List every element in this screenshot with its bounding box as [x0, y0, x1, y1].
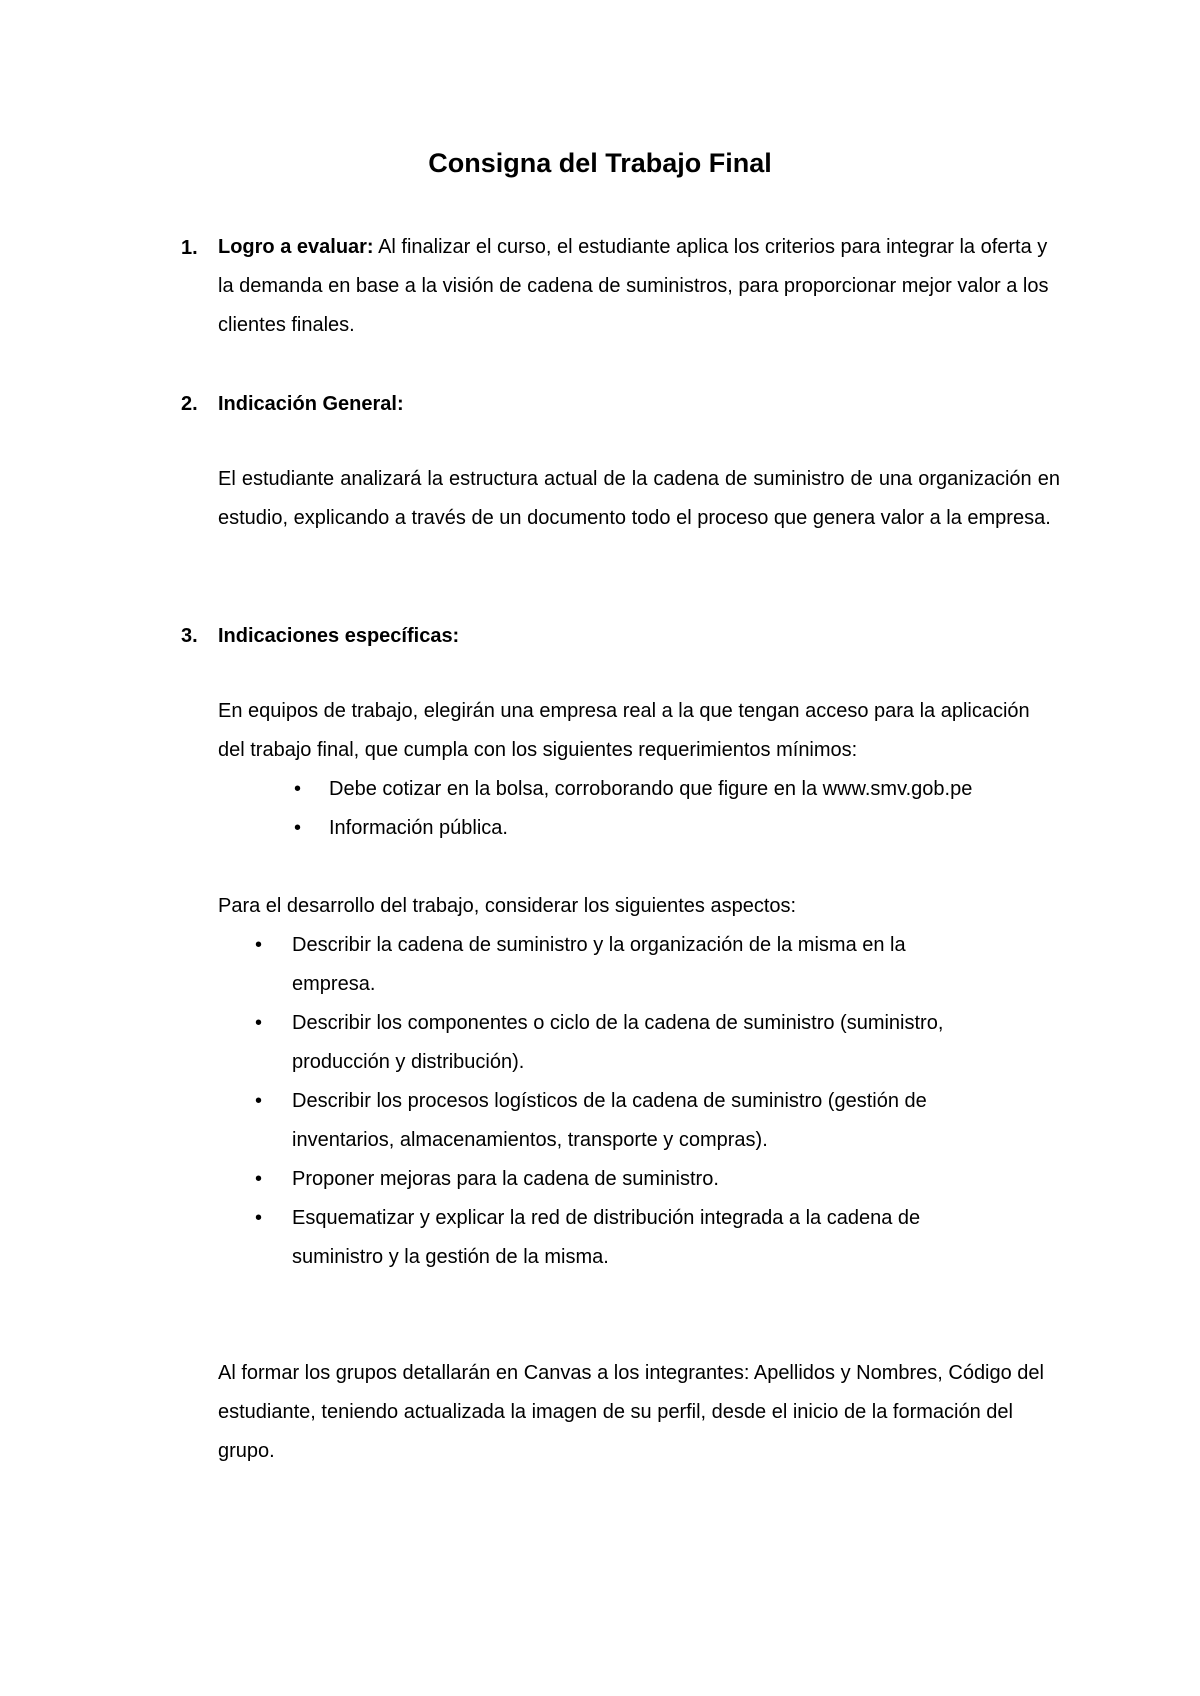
section-3-number: 3. — [181, 625, 198, 647]
list-bullet: • — [255, 1090, 263, 1112]
list-bullet: • — [255, 1168, 263, 1190]
section-2-number: 2. — [181, 393, 198, 415]
aspect-item: Esquematizar y explicar la red de distribución integrada a la cadena de suministro y la gestión de la misma. — [292, 1207, 921, 1268]
aspect-item: Describir los componentes o ciclo de la cadena de suministro (suministro, producción y distribución). — [292, 1012, 944, 1073]
requirement-item: Debe cotizar en la bolsa, corroborando que figure en la www.smv.gob.pe — [329, 778, 973, 800]
section-1-number: 1. — [181, 237, 198, 259]
aspects-intro: Para el desarrollo del trabajo, considerar los siguientes aspectos: — [218, 895, 797, 917]
section-1-body — [218, 228, 1060, 345]
list-bullet: • — [255, 1012, 263, 1034]
aspect-item: Proponer mejoras para la cadena de suministro. — [292, 1168, 719, 1190]
section-1-text: Al finalizar el curso, el estudiante aplica los criterios para integrar la oferta y la demanda en base a la visión de cadena de suministros, para proporcionar mejor valor a los clientes finales. — [218, 236, 1049, 336]
section-3-heading: Indicaciones específicas: — [218, 625, 460, 647]
section-1-label: Logro a evaluar: — [218, 236, 374, 258]
section-2-paragraph: El estudiante analizará la estructura actual de la cadena de suministro de una organización en estudio, explicando a través de un documento todo el proceso que genera valor a la empresa. — [218, 468, 1060, 529]
page-title: Consigna del Trabajo Final — [428, 148, 772, 178]
closing-paragraph: Al formar los grupos detallarán en Canvas a los integrantes: Apellidos y Nombres, Código del estudiante, teniendo actualizada la imagen de su perfil, desde el inicio de la formación del grupo. — [218, 1362, 1044, 1462]
aspect-item: Describir los procesos logísticos de la cadena de suministro (gestión de inventarios, almacenamientos, transporte y compras). — [292, 1090, 927, 1151]
list-bullet: • — [255, 934, 263, 956]
section-2-heading: Indicación General: — [218, 393, 404, 415]
requirement-item: Información pública. — [329, 817, 508, 839]
aspect-item: Describir la cadena de suministro y la organización de la misma en la empresa. — [292, 934, 906, 995]
list-bullet: • — [294, 817, 302, 839]
list-bullet: • — [255, 1207, 263, 1229]
list-bullet: • — [294, 778, 302, 800]
section-3-intro: En equipos de trabajo, elegirán una empresa real a la que tengan acceso para la aplicación del trabajo final, que cumpla con los siguientes requerimientos mínimos: — [218, 700, 1030, 761]
